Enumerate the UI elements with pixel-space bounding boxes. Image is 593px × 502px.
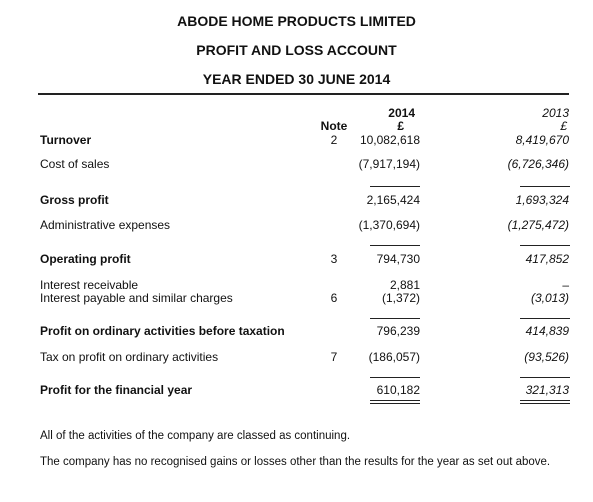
period-title: YEAR ENDED 30 JUNE 2014 bbox=[202, 71, 391, 87]
row-interest-payable-label: Interest payable and similar charges bbox=[40, 291, 233, 305]
row-interest-payable-2013: (3,013) bbox=[530, 291, 569, 305]
row-gross-profit-2013: 1,693,324 bbox=[515, 193, 569, 207]
row-interest-receivable-2013: – bbox=[562, 278, 569, 292]
rule-pfy-2014 bbox=[370, 377, 420, 378]
row-tax-2014: (186,057) bbox=[368, 350, 420, 364]
row-tax-note: 7 bbox=[330, 350, 338, 364]
row-gross-profit-2014: 2,165,424 bbox=[366, 193, 420, 207]
company-name: ABODE HOME PRODUCTS LIMITED bbox=[177, 13, 416, 29]
row-admin-2014: (1,370,694) bbox=[358, 218, 420, 232]
row-operating-profit-note: 3 bbox=[330, 252, 338, 266]
rule-operating-2014 bbox=[370, 245, 420, 246]
row-cost-of-sales-2013: (6,726,346) bbox=[507, 157, 569, 171]
row-profit-for-year-2013: 321,313 bbox=[525, 383, 569, 397]
row-turnover-2014: 10,082,618 bbox=[359, 133, 420, 147]
row-turnover-label: Turnover bbox=[40, 133, 92, 147]
row-interest-receivable-label: Interest receivable bbox=[40, 278, 139, 292]
row-cost-of-sales-label: Cost of sales bbox=[40, 157, 110, 171]
double-rule-2014-a bbox=[370, 400, 420, 401]
row-turnover-note: 2 bbox=[330, 133, 338, 147]
double-rule-2013-a bbox=[520, 400, 570, 401]
rule-gross-2013 bbox=[520, 186, 570, 187]
rule-pbt-2013 bbox=[520, 318, 570, 319]
row-interest-receivable-2014: 2,881 bbox=[389, 278, 420, 292]
row-operating-profit-2013: 417,852 bbox=[525, 252, 569, 266]
row-admin-2013: (1,275,472) bbox=[507, 218, 569, 232]
row-tax-label: Tax on profit on ordinary activities bbox=[40, 350, 219, 364]
row-operating-profit-2014: 794,730 bbox=[376, 252, 420, 266]
col-note-header: Note bbox=[320, 119, 348, 133]
col-2014-unit: £ bbox=[397, 119, 404, 133]
row-profit-for-year-2014: 610,182 bbox=[376, 383, 420, 397]
rule-pfy-2013 bbox=[520, 377, 570, 378]
footer-continuing: All of the activities of the company are classed as continuing. bbox=[40, 430, 351, 442]
header-rule bbox=[38, 93, 569, 95]
row-interest-payable-2014: (1,372) bbox=[381, 291, 420, 305]
row-operating-profit-label: Operating profit bbox=[40, 252, 131, 266]
rule-operating-2013 bbox=[520, 245, 570, 246]
row-profit-before-tax-2013: 414,839 bbox=[525, 324, 569, 338]
row-interest-payable-note: 6 bbox=[330, 291, 338, 305]
double-rule-2014-b bbox=[370, 403, 420, 404]
double-rule-2013-b bbox=[520, 403, 570, 404]
row-tax-2013: (93,526) bbox=[524, 350, 569, 364]
col-2014-year: 2014 bbox=[388, 106, 415, 120]
row-cost-of-sales-2014: (7,917,194) bbox=[358, 157, 420, 171]
row-profit-before-tax-label: Profit on ordinary activities before taxation bbox=[40, 324, 285, 338]
rule-gross-2014 bbox=[370, 186, 420, 187]
rule-pbt-2014 bbox=[370, 318, 420, 319]
row-profit-before-tax-2014: 796,239 bbox=[376, 324, 420, 338]
col-2013-unit: £ bbox=[560, 119, 567, 133]
footer-gains-losses: The company has no recognised gains or losses other than the results for the year as set out above. bbox=[40, 456, 551, 468]
row-turnover-2013: 8,419,670 bbox=[515, 133, 569, 147]
row-profit-for-year-label: Profit for the financial year bbox=[40, 383, 193, 397]
statement-title: PROFIT AND LOSS ACCOUNT bbox=[196, 42, 397, 58]
row-admin-label: Administrative expenses bbox=[40, 218, 171, 232]
row-gross-profit-label: Gross profit bbox=[40, 193, 109, 207]
col-2013-year: 2013 bbox=[542, 106, 569, 120]
